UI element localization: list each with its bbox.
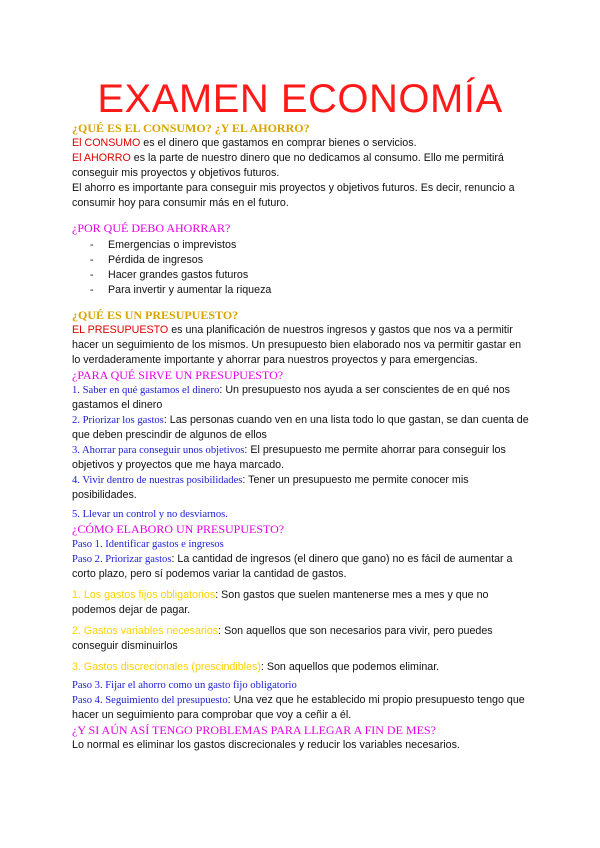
purpose-item: [72, 507, 532, 522]
dash-bullet: -: [90, 284, 94, 296]
expense-type-2: [72, 624, 532, 654]
step-2-text: : La cantidad de ingresos (el dinero que gano) no es fácil de aumentar a corto plazo, pero sí podemos variar la cantidad de gastos.: [72, 553, 513, 580]
paragraph-consumo: [72, 136, 532, 151]
purpose-label: 2. Priorizar los gastos: [72, 415, 164, 426]
step-2-label: Paso 2. Priorizar gastos: [72, 554, 172, 565]
list-item: [90, 238, 532, 253]
expense-type-2-label: 2. Gastos variables necesarios: [72, 625, 219, 637]
paragraph-solution: Lo normal es eliminar los gastos discrecionales y reducir los variables necesarios.: [72, 739, 460, 751]
heading-que-es-presupuesto: ¿QUÉ ES UN PRESUPUESTO?: [72, 308, 239, 322]
list-item: [90, 268, 532, 283]
list-item: [90, 253, 532, 268]
expense-type-2-text: : Son aquellos que son necesarios para vivir, pero puedes conseguir disminuirlos: [72, 625, 493, 652]
purpose-text: : Tener un presupuesto me permite conocer mis posibilidades.: [72, 474, 469, 501]
purpose-label: 5. Llevar un control y no desviarnos.: [72, 509, 228, 520]
expense-type-3-text: : Son aquellos que podemos eliminar.: [260, 661, 440, 673]
list-item-text: Hacer grandes gastos futuros: [108, 269, 249, 281]
step-4: [72, 693, 532, 723]
step-3: [72, 678, 532, 693]
term-ahorro: El AHORRO: [72, 152, 131, 164]
dash-bullet: -: [90, 239, 94, 251]
step-1-label: Paso 1. Identificar gastos e ingresos: [72, 539, 224, 550]
paragraph-ahorro: [72, 151, 532, 181]
document-body: [72, 121, 532, 753]
purpose-item: [72, 473, 532, 503]
term-presupuesto: EL PRESUPUESTO: [72, 324, 169, 336]
expense-type-3-label: 3. Gastos discrecionales (prescindibles): [72, 661, 261, 673]
purpose-text: : Un presupuesto nos ayuda a ser conscientes de en qué nos gastamos el dinero: [72, 384, 510, 411]
step-1: [72, 537, 532, 552]
purpose-item: [72, 443, 532, 473]
heading-por-que-ahorrar: ¿POR QUÉ DEBO AHORRAR?: [72, 221, 231, 235]
reasons-list: [72, 238, 532, 298]
purpose-label: 4. Vivir dentro de nuestras posibilidades: [72, 475, 243, 486]
heading-problemas-fin-de-mes: ¿Y SI AÚN ASÍ TENGO PROBLEMAS PARA LLEGAR A FIN DE MES?: [72, 723, 436, 737]
dash-bullet: -: [90, 269, 94, 281]
purpose-label: 3. Ahorrar para conseguir unos objetivos: [72, 445, 245, 456]
purpose-text: : Las personas cuando ven en una lista todo lo que gastan, se dan cuenta de que deben prescindir de algunos de ellos: [72, 414, 529, 441]
paragraph-ahorro-importance: El ahorro es importante para conseguir mis proyectos y objetivos futuros. Es decir, renuncio a consumir hoy para consumir más en el futuro.: [72, 182, 515, 209]
purpose-item: [72, 383, 532, 413]
expense-type-1: [72, 588, 532, 618]
purpose-item: [72, 413, 532, 443]
step-4-text: : Una vez que he establecido mi propio presupuesto tengo que hacer un seguimiento para comprobar que voy a ceñir a él.: [72, 694, 525, 721]
paragraph-presupuesto: [72, 323, 532, 368]
step-4-label: Paso 4. Seguimiento del presupuesto: [72, 695, 228, 706]
step-3-label: Paso 3. Fijar el ahorro como un gasto fijo obligatorio: [72, 680, 297, 691]
purpose-label: 1. Saber en qué gastamos el dinero: [72, 385, 220, 396]
list-item-text: Para invertir y aumentar la riqueza: [108, 284, 272, 296]
expense-type-1-text: : Son gastos que suelen mantenerse mes a mes y que no podemos dejar de pagar.: [72, 589, 489, 616]
step-2: [72, 552, 532, 582]
expense-type-1-label: 1. Los gastos fijos obligatorios: [72, 589, 216, 601]
consumo-definition: es el dinero que gastamos en comprar bienes o servicios.: [140, 137, 417, 149]
list-item-text: Pérdida de ingresos: [108, 254, 204, 266]
dash-bullet: -: [90, 254, 94, 266]
term-consumo: El CONSUMO: [72, 137, 141, 149]
presupuesto-definition: es una planificación de nuestros ingresos y gastos que nos va a permitir hacer un seguimiento de los mismos. Un presupuesto bien elaborado nos va permitir gastar en lo verdaderamente importante y ahorrar para nuestros proyectos y para emergencias.: [72, 324, 522, 366]
ahorro-definition: es la parte de nuestro dinero que no dedicamos al consumo. Ello me permitirá conseguir mis proyectos y objetivos futuros.: [72, 152, 504, 179]
heading-para-que-sirve: ¿PARA QUÉ SIRVE UN PRESUPUESTO?: [72, 368, 284, 382]
list-item-text: Emergencias o imprevistos: [108, 239, 237, 251]
heading-consumo-ahorro: ¿QUÉ ES EL CONSUMO? ¿Y EL AHORRO?: [72, 121, 310, 135]
list-item: [90, 283, 532, 298]
document-title: EXAMEN ECONOMÍA: [97, 77, 503, 121]
expense-type-3: [72, 660, 532, 675]
heading-como-elaboro: ¿CÓMO ELABORO UN PRESUPUESTO?: [72, 522, 285, 536]
purpose-text: : El presupuesto me permite ahorrar para conseguir los objetivos y proyectos que me haya marcado.: [72, 444, 506, 471]
